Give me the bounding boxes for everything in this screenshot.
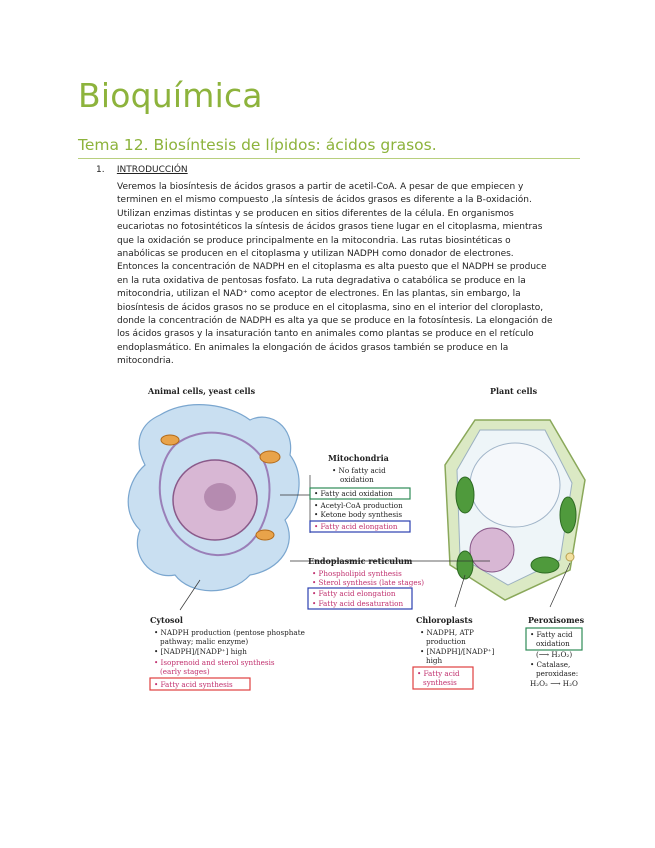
er-item: • Sterol synthesis (late stages) <box>312 578 425 587</box>
paragraph-line: en la ruta oxidativa de pentosas fosfato. La ruta degradativa o catabólica se produce en la <box>117 275 526 286</box>
cytosol-item: • Fatty acid synthesis <box>154 680 233 689</box>
er-title: Endoplasmic reticulum <box>308 556 413 566</box>
chloro-item: • [NADPH]/[NADP⁺] <box>420 647 495 656</box>
paragraph-line: donde la concentración de NADPH es alta ya que se produce en la fotosíntesis. La elongación de <box>117 316 553 327</box>
chloroplasts-title: Chloroplasts <box>416 615 473 625</box>
perox-item: oxidation <box>536 639 570 648</box>
paragraph-line: Utilizan enzimas distintas y se producen en sitios diferentes de la célula. En organismos <box>117 208 514 219</box>
paragraph-line: los ácidos grasos y la insaturación tanto en animales como plantas se produce en el retículo <box>117 329 534 340</box>
mito-item: oxidation <box>340 475 374 484</box>
cytosol-item: (early stages) <box>160 667 210 676</box>
chloro-item: production <box>426 637 466 646</box>
er-item: • Fatty acid elongation <box>312 589 396 598</box>
section-heading <box>96 165 188 175</box>
chloro-item: high <box>426 656 443 665</box>
paragraph-line: eucariotas no fotosintéticos la síntesis de ácidos grasos tiene lugar en el citoplasma, mientras <box>117 222 543 233</box>
cytosol-title: Cytosol <box>150 615 183 625</box>
er-item: • Fatty acid desaturation <box>312 599 404 608</box>
cytosol-item: pathway; malic enzyme) <box>160 637 249 646</box>
cytosol-item: • Isoprenoid and sterol synthesis <box>154 658 275 667</box>
paragraph-line: mitocondria, utilizan el NAD⁺ como aceptor de electrones. En las plantas, sin embargo, la <box>117 289 521 300</box>
heading-underline <box>78 158 580 159</box>
perox-item: • Catalase, <box>530 660 571 669</box>
mito-item: • Fatty acid elongation <box>314 522 398 531</box>
perox-item: (⟶ H₂O₂) <box>536 650 573 659</box>
section-label: INTRODUCCIÓN <box>116 165 188 175</box>
section-number: 1. <box>96 165 105 175</box>
chloro-item: synthesis <box>423 678 457 687</box>
mito-item: • Ketone body synthesis <box>314 510 403 519</box>
intro-paragraph <box>117 181 579 369</box>
paragraph-line: anabólicas se producen en el citoplasma y utilizan NADPH como donador de electrones. <box>117 249 514 260</box>
paragraph-line: Veremos la biosíntesis de ácidos grasos a partir de acetil-CoA. A pesar de que empiecen y <box>117 182 524 192</box>
cytosol-item: • [NADPH]/[NADP⁺] high <box>154 647 247 656</box>
plant-cells-title: Plant cells <box>490 386 538 396</box>
mito-item: • Acetyl-CoA production <box>314 501 403 510</box>
mito-item: • Fatty acid oxidation <box>314 489 393 498</box>
animal-cells-title: Animal cells, yeast cells <box>148 386 256 396</box>
perox-item: peroxidase: <box>536 669 579 678</box>
perox-item: • Fatty acid <box>530 630 573 639</box>
plant-cell-illustration <box>445 420 585 600</box>
animal-cell-illustration <box>128 405 299 591</box>
chloro-item: • NADPH, ATP <box>420 628 474 637</box>
page-title: Bioquímica <box>78 76 263 115</box>
peroxisomes-title: Peroxisomes <box>528 615 585 625</box>
paragraph-line: biosíntesis de ácidos grasos no se produce en el citoplasma, sino en el interior del cloroplasto, <box>117 302 544 313</box>
paragraph-line: terminen en el mismo compuesto ,la síntesis de ácidos grasos es diferente a la B-oxidación. <box>117 195 532 206</box>
topic-heading: Tema 12. Biosíntesis de lípidos: ácidos grasos. <box>78 136 437 154</box>
paragraph-line: mitocondria. <box>117 356 174 367</box>
er-item: • Phospholipid synthesis <box>312 569 402 578</box>
perox-item: H₂O₂ ⟶ H₂O <box>530 679 578 688</box>
paragraph-line: que la oxidación se produce principalmente en la mitocondria. Las rutas biosintéticas o <box>117 235 511 246</box>
paragraph-line: endoplasmático. En animales la elongación de ácidos grasos también se produce en la <box>117 342 509 353</box>
cytosol-item: • NADPH production (pentose phosphate <box>154 628 305 637</box>
paragraph-line: Entonces la concentración de NADPH en el citoplasma es alta puesto que el NADPH se produce <box>117 262 547 273</box>
mito-item: • No fatty acid <box>332 466 386 475</box>
chloro-item: • Fatty acid <box>417 669 460 678</box>
mito-title: Mitochondria <box>328 453 389 463</box>
lipid-metabolism-figure <box>120 385 590 710</box>
